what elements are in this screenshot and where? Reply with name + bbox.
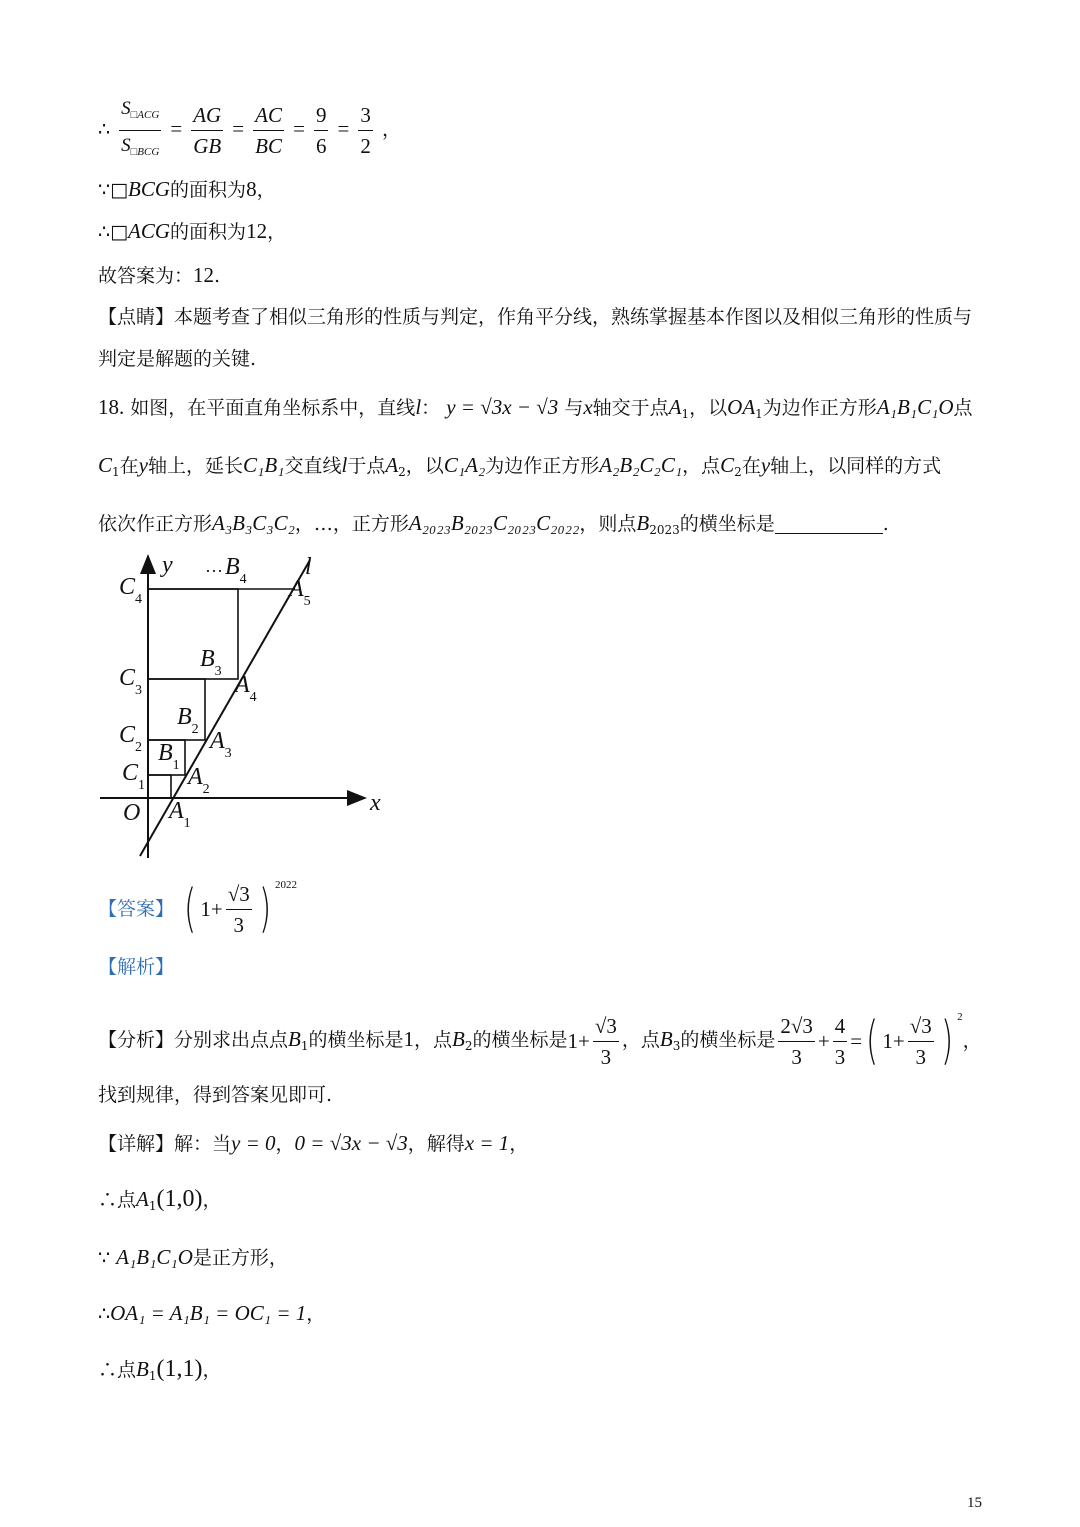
c3-label: $C_3$ (119, 665, 143, 698)
dianjing-line1: 【点睛】本题考查了相似三角形的性质与判定，作角平分线，熟练掌握基本作图以及相似三角形的性质与 (98, 306, 973, 328)
b3-label: $B_3$ (200, 646, 222, 679)
q18-line1: 18. 如图，在平面直角坐标系中，直线l： y = √3x − √3 与x轴交于点$A_1$，以$OA_1$为边作正方形A₁B₁C₁O点 (98, 395, 973, 421)
answer17-line: 故答案为：12. (98, 263, 221, 287)
area-fraction: $\frac{S_{□ACG}}{S_{□BCG}}$ (119, 94, 161, 167)
q18-line3: 依次作正方形A₃B₃C₃C₂，…，正方形A₂₀₂₃B₂₀₂₃C₂₀₂₃C₂₀₂₂，则点$B_{2023}$的横坐标是 . (98, 511, 889, 537)
origin-label: O (123, 800, 141, 826)
jiexi-label: 【解析】 (98, 956, 175, 978)
line-l (140, 560, 310, 856)
c1-label: $C_1$ (122, 760, 146, 793)
fenxi-line1: 【分析】分别求出点点$B_1$的横坐标是1，点$B_2$的横坐标是1+ $\frac{√3}{3}$ ，点$B_3$的横坐标是 $\frac{2√3}{3}$ + $\frac{4}{3}$ =( 1+ $\frac{√3}{3}$ ) $^2$， (98, 1011, 982, 1071)
ac-bc-fraction: $\frac{AC}{BC}$ (253, 100, 284, 161)
a2-label: $A_2$ (188, 764, 210, 797)
square-4 (148, 589, 238, 679)
a5-label: $A_5$ (289, 576, 311, 609)
page-number: 15 (967, 1495, 982, 1511)
line-l-label: l (305, 554, 312, 580)
c4-label: $C_4$ (119, 574, 143, 607)
step4-line: ∴点$B_1(1,1)$， (98, 1356, 222, 1383)
q18-line2: $C_1$在y轴上，延长C₁B₁交直线l于点$A_2$，以C₁A₂为边作正方形A₂B₂C₂C₁，点$C_2$在y轴上，以同样的方式 (98, 453, 942, 479)
ag-gb-fraction: $\frac{AG}{GB}$ (191, 100, 223, 161)
acg-area-line: ∴□ACG的面积为12， (98, 219, 287, 243)
a4-label: $A_4$ (235, 672, 257, 705)
dots-label: … (205, 556, 223, 576)
b4-label: $B_4$ (225, 554, 247, 587)
therefore-symbol: ∴ (98, 118, 111, 141)
fenxi-line2: 找到规律，得到答案见即可. (98, 1084, 333, 1106)
answer-fraction: $\frac{√3}{3}$ (226, 879, 252, 940)
bcg-area-line: ∵□BCG的面积为8， (98, 177, 276, 201)
c2-label: $C_2$ (119, 722, 143, 755)
y-axis-label: y (162, 552, 173, 578)
square-1 (148, 775, 171, 798)
step3-line: ∴OA₁ = A₁B₁ = OC₁ = 1， (98, 1301, 326, 1325)
a1-label: $A_1$ (169, 798, 191, 831)
x-axis-label: x (370, 790, 381, 816)
three-two-fraction: $\frac{3}{2}$ (358, 100, 373, 161)
answer18-line: 【答案】 ( 1+ $\frac{√3}{3}$ ) $^{2022}$ (98, 879, 298, 939)
nine-six-fraction: $\frac{9}{6}$ (314, 100, 329, 161)
b2-label: $B_2$ (177, 704, 199, 737)
area-ratio-line: ∴ $\frac{S_{□ACG}}{S_{□BCG}}$ = $\frac{AG}{GB}$ = $\frac{AC}{BC}$ = $\frac{9}{6}$ = $\frac{3}{2}$ ， (98, 94, 401, 167)
step1-line: ∴点$A_1(1,0)$， (98, 1186, 222, 1213)
b1-label: $B_1$ (158, 740, 180, 773)
answer-label: 【答案】 (98, 898, 175, 920)
answer-blank (775, 513, 883, 534)
step2-line: ∵ A₁B₁C₁O是正方形， (98, 1245, 288, 1269)
dianjing-line2: 判定是解题的关键. (98, 348, 257, 370)
a3-label: $A_3$ (210, 728, 232, 761)
xiangjie-line: 【详解】解：当y = 0，0 = √3x − √3，解得x = 1， (98, 1131, 529, 1155)
coordinate-figure (95, 548, 395, 863)
